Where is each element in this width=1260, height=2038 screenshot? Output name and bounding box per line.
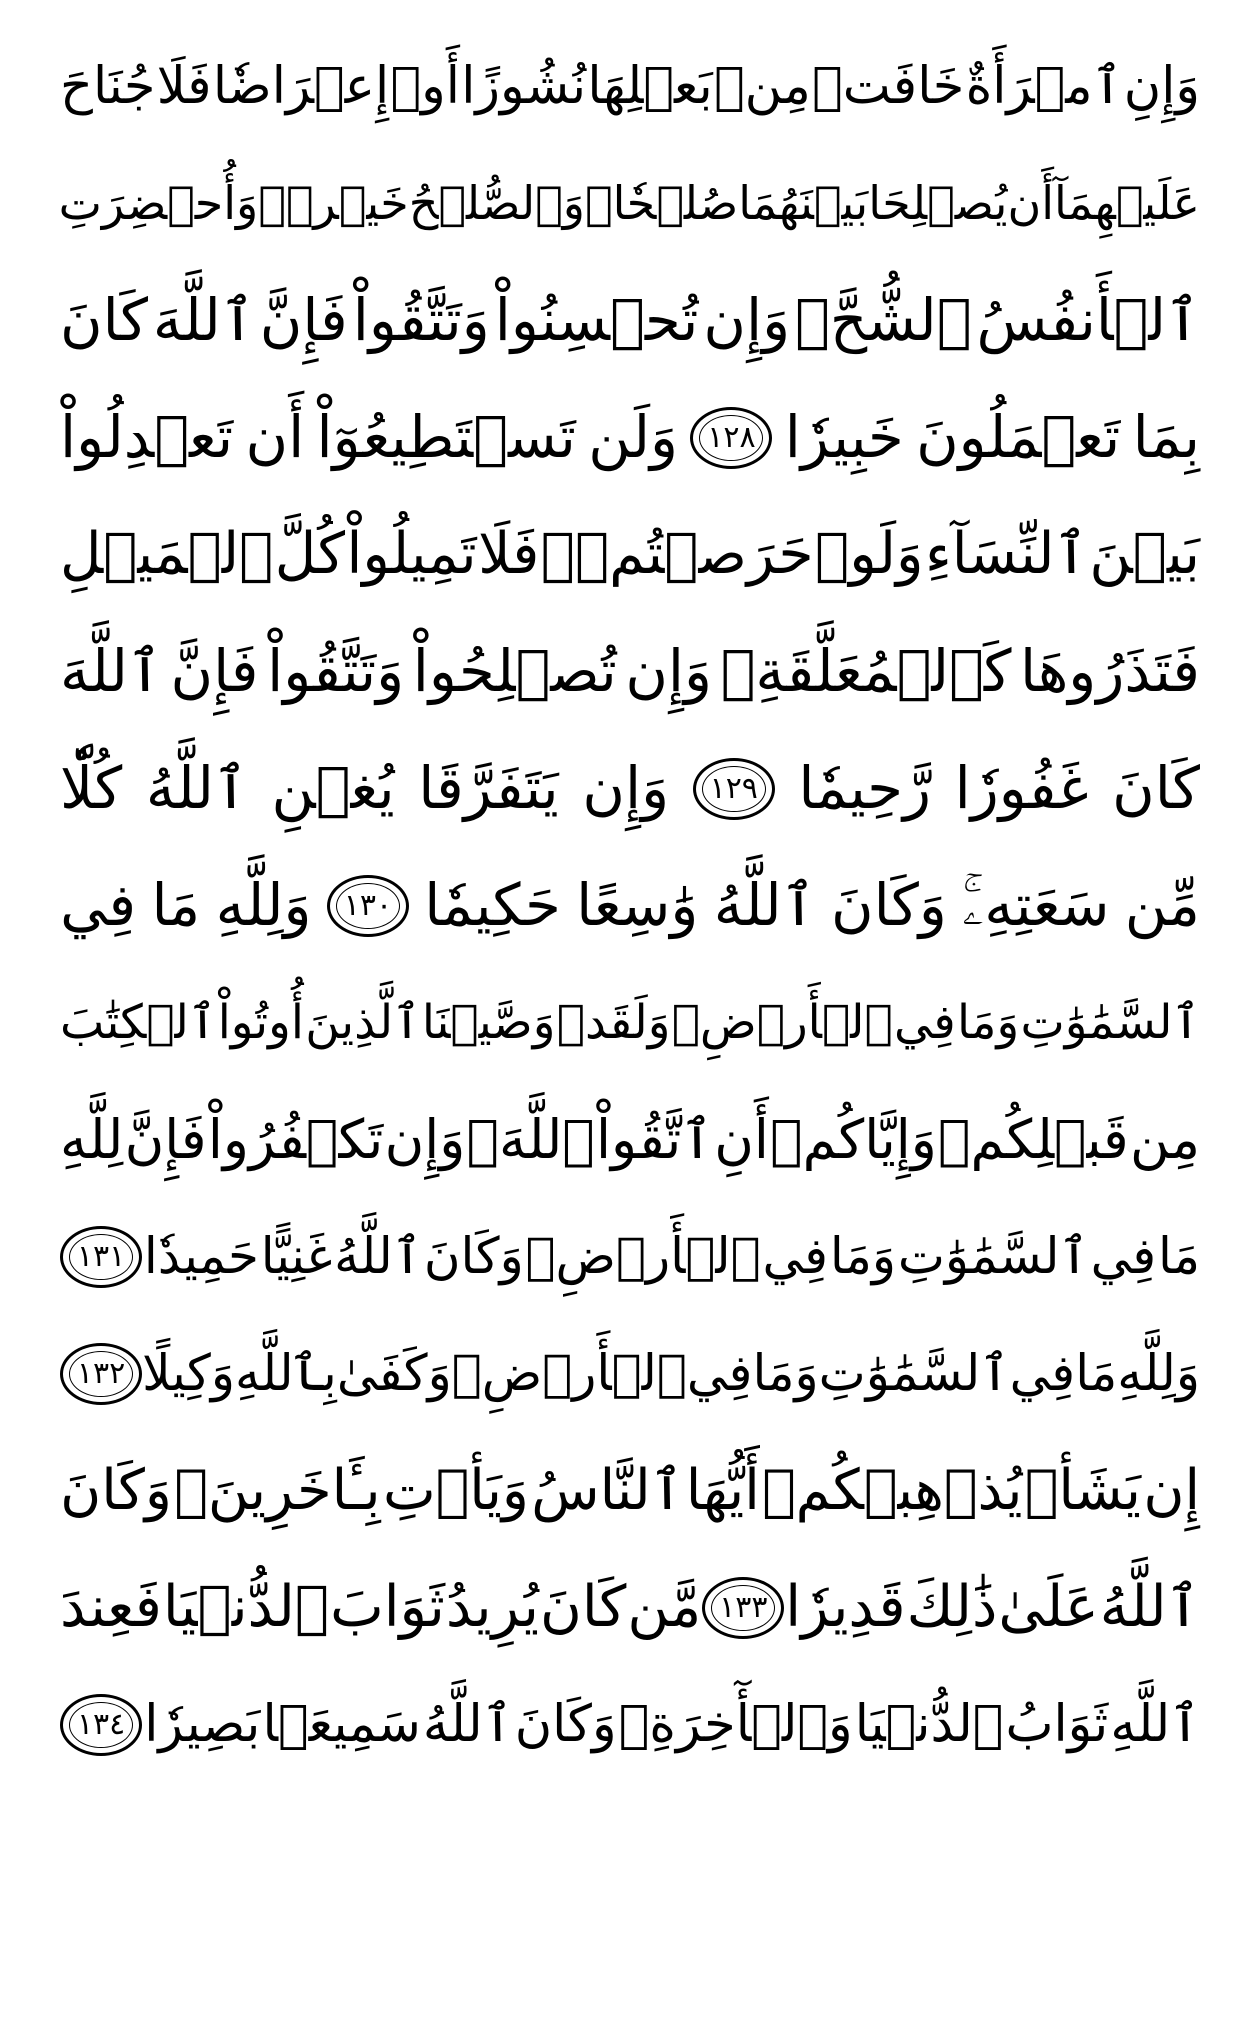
verse-line [60, 1432, 1200, 1549]
verse-word: وَكَانَ [60, 1458, 172, 1523]
verse-word: ٱلۡأَرۡضِۗ [671, 995, 893, 1050]
verse-word: بِمَا [1132, 403, 1200, 471]
verse-word: حَمِيدٗا [143, 1227, 259, 1285]
verse-line [60, 28, 1200, 145]
verse-word: إِعۡرَاضٗا [212, 57, 390, 116]
verse-word: ٱتَّقُواْ [596, 1108, 713, 1171]
verse-word: وَلَوۡ [814, 521, 924, 587]
verse-word: بَيۡنَ [1089, 521, 1200, 587]
verse-word: ٱلسَّمَٰوَٰتِ [1020, 995, 1200, 1050]
verse-word: فِي [686, 1344, 753, 1402]
verse-word: وَٰسِعًا [576, 871, 699, 939]
verse-word: أَنِ [714, 1108, 769, 1171]
verse-word: وَصَّيۡنَا [421, 995, 556, 1050]
verse-word: كُلّٗا [60, 754, 123, 822]
verse-word: تَكۡفُرُواْ [207, 1108, 384, 1171]
verse-word: صُلۡحٗاۚ [585, 176, 739, 230]
verse-word: وَكَانَ [514, 1695, 617, 1754]
verse-word: وَلَقَدۡ [556, 995, 671, 1050]
verse-word: أُوتُواْ [217, 995, 304, 1050]
verse-word: وَكَانَ [831, 871, 947, 939]
verse-word: عَلَيۡهِمَآ [1054, 176, 1200, 230]
verse-line [60, 613, 1200, 730]
ayah-number-marker: ١٣٣ [702, 1577, 784, 1639]
verse-word: فَإِنَّ [259, 286, 348, 354]
verse-word: كَٱلۡمُعَلَّقَةِۚ [720, 637, 1012, 705]
verse-word: حَكِيمٗا [424, 871, 561, 939]
verse-word: غَفُورٗا [954, 754, 1089, 822]
verse-line [60, 1549, 1200, 1666]
verse-word: وَلِلَّهِ [1117, 1344, 1200, 1402]
verse-word: خَافَتۡ [812, 57, 965, 116]
verse-word: ٱلَّذِينَ [305, 995, 421, 1050]
verse-word: كَانَ [539, 1574, 627, 1640]
verse-line [60, 1081, 1200, 1198]
verse-word: فِي [1090, 1227, 1157, 1285]
verse-word: جُنَاحَ [60, 57, 156, 116]
verse-word: ٱلۡكِتَٰبَ [60, 995, 217, 1050]
verse-word: فِي [894, 995, 956, 1050]
verse-word: ٱللَّهَ [152, 286, 255, 354]
verse-word: بَيۡنَهُمَا [738, 176, 869, 230]
verse-word: وَكَانَ [423, 1227, 524, 1285]
verse-word: يَشَأۡ [1024, 1458, 1142, 1523]
verse-word: قَدِيرٗا [785, 1574, 906, 1640]
verse-word: ٱللَّهَ [60, 637, 162, 705]
ayah-number-marker: ١٢٩ [693, 758, 775, 820]
verse-word: وَمَا [752, 1344, 819, 1402]
verse-word: وَإِنِ [1123, 57, 1200, 116]
verse-word: وَإِن [625, 637, 713, 705]
verse-line [60, 1315, 1200, 1432]
verse-word: خَيۡرٞۗ [258, 176, 409, 230]
verse-word: كَانَ [1112, 754, 1200, 822]
verse-word: وَإِن [582, 754, 670, 822]
verse-word: ٱللَّهُ [145, 754, 248, 822]
verse-word: مَّن [627, 1574, 702, 1640]
verse-word: فَلَا [156, 57, 212, 116]
verse-word: بِـَٔاخَرِينَۚ [174, 1458, 381, 1523]
verse-word: بِٱللَّهِ [234, 1344, 337, 1402]
verse-word: ٱلنِّسَآءِ [924, 521, 1088, 587]
verse-word: تَمِيلُواْ [346, 521, 477, 587]
verse-word: مِنۢ [714, 57, 811, 116]
verse-word: وَإِن [384, 1108, 466, 1171]
verse-word: وَإِن [703, 286, 791, 354]
verse-word: سَعَتِهِۦۚ [962, 871, 1110, 939]
verse-word: ٱللَّهُ [713, 871, 816, 939]
verse-word: ٱللَّهُ [334, 1227, 422, 1285]
verse-word: ذَٰلِكَ [906, 1574, 998, 1640]
verse-word: يُغۡنِ [271, 754, 395, 822]
verse-word: فَإِنَّ [170, 637, 259, 705]
verse-word: وَإِيَّاكُمۡ [770, 1108, 937, 1171]
verse-word: يُصۡلِحَا [868, 176, 1008, 230]
ayah-number-marker: ١٣٠ [327, 875, 409, 937]
verse-line [60, 730, 1200, 847]
verse-word: وَٱلۡأٓخِرَةِۚ [618, 1695, 853, 1754]
verse-word: تَعۡدِلُواْ [60, 403, 234, 471]
verse-word: ٱمۡرَأَةٌ [965, 57, 1123, 116]
verse-word: ٱلدُّنۡيَا [162, 1574, 330, 1640]
verse-word: أَيُّهَا [685, 1458, 760, 1523]
verse-word: ٱلۡأَنفُسُ [976, 286, 1200, 354]
verse-line [60, 145, 1200, 262]
verse-word: وَتَتَّقُواْ [352, 286, 490, 354]
verse-word: ٱلنَّاسُ [531, 1458, 684, 1523]
verse-word: وَأُحۡضِرَتِ [58, 176, 259, 230]
verse-word: لِلَّهِ [60, 1108, 124, 1171]
ayah-number-marker: ١٢٨ [690, 407, 772, 469]
verse-word: كَانَ [60, 286, 148, 354]
verse-word: ٱللَّهَۚ [466, 1108, 595, 1171]
verse-word: غَنِيًّا [260, 1227, 333, 1285]
verse-word: ٱللَّهُ [422, 1695, 513, 1754]
verse-line [60, 496, 1200, 613]
verse-word: ثَوَابَ [330, 1574, 445, 1640]
verse-word: وَٱلصُّلۡحُ [408, 176, 585, 230]
verse-word: بَصِيرٗا [144, 1695, 261, 1754]
verse-text-block [60, 28, 1200, 2018]
verse-word: يَتَفَرَّقَا [418, 754, 559, 822]
verse-word: فَتَذَرُوهَا [1020, 637, 1200, 705]
verse-line [60, 1666, 1200, 1783]
verse-word: أَن [1007, 176, 1055, 230]
verse-word: قَبۡلِكُمۡ [938, 1108, 1129, 1171]
verse-word: ٱلۡأَرۡضِۚ [525, 1227, 761, 1285]
verse-word: وَمَا [956, 995, 1020, 1050]
verse-word: مِّن [1124, 871, 1200, 939]
verse-word: ٱلسَّمَٰوَٰتِ [897, 1227, 1089, 1285]
verse-word: تَسۡتَطِيعُوٓاْ [316, 403, 576, 471]
verse-word: ٱلۡأَرۡضِۚ [451, 1344, 687, 1402]
verse-word: وَمَا [829, 1227, 896, 1285]
verse-line [60, 847, 1200, 964]
verse-word: فَلَا [478, 521, 540, 587]
verse-word: أَوۡ [390, 57, 460, 116]
verse-word: إِن [1143, 1458, 1200, 1523]
verse-word: تُصۡلِحُواْ [412, 637, 617, 705]
verse-word: ٱلسَّمَٰوَٰتِ [818, 1344, 1010, 1402]
verse-word: مَا [151, 871, 201, 939]
verse-word: تَعۡمَلُونَ [916, 403, 1121, 471]
verse-line [60, 964, 1200, 1081]
verse-word: فَإِنَّ [124, 1108, 207, 1171]
verse-word: مَا [1075, 1344, 1118, 1402]
verse-word: وَلِلَّهِ [215, 871, 312, 939]
verse-line [60, 262, 1200, 379]
verse-word: ٱللَّهِ [1110, 1695, 1200, 1754]
verse-word: مَا [1157, 1227, 1200, 1285]
verse-word: فِي [762, 1227, 829, 1285]
verse-word: ٱلۡمَيۡلِ [60, 521, 274, 587]
verse-word: فَعِندَ [60, 1574, 162, 1640]
verse-word: ٱللَّهُ [1099, 1574, 1200, 1640]
ayah-number-marker: ١٣١ [60, 1226, 142, 1288]
verse-word: كُلَّ [274, 521, 346, 587]
verse-word: رَّحِيمٗا [798, 754, 931, 822]
verse-word: بَعۡلِهَا [587, 57, 713, 116]
verse-word: فِي [60, 871, 137, 939]
verse-word: ٱلشُّحَّۚ [795, 286, 972, 354]
verse-word: ٱلدُّنۡيَا [854, 1695, 1004, 1754]
verse-word: أَن [245, 403, 305, 471]
verse-word: وَتَتَّقُواْ [267, 637, 405, 705]
verse-word: عَلَىٰ [998, 1574, 1099, 1640]
verse-word: وَيَأۡتِ [382, 1458, 529, 1523]
ayah-number-marker: ١٣٢ [60, 1343, 142, 1405]
verse-word: نُشُوزًا [461, 57, 587, 116]
verse-word: حَرَصۡتُمۡۖ [540, 521, 814, 587]
verse-word: يُرِيدُ [445, 1574, 539, 1640]
verse-line [60, 379, 1200, 496]
verse-word: يُذۡهِبۡكُمۡ [762, 1458, 1023, 1523]
verse-word: وَلَن [588, 403, 679, 471]
ayah-number-marker: ١٣٤ [60, 1694, 142, 1756]
verse-word: خَبِيرٗا [784, 403, 904, 471]
verse-line [60, 1198, 1200, 1315]
verse-word: فِي [1009, 1344, 1076, 1402]
verse-word: وَكَفَىٰ [336, 1344, 452, 1402]
verse-word: سَمِيعَۢا [262, 1695, 421, 1754]
verse-word: ثَوَابُ [1005, 1695, 1109, 1754]
verse-word: مِن [1129, 1108, 1200, 1171]
verse-word: وَكِيلًا [142, 1344, 235, 1402]
verse-word: تُحۡسِنُواْ [494, 286, 699, 354]
